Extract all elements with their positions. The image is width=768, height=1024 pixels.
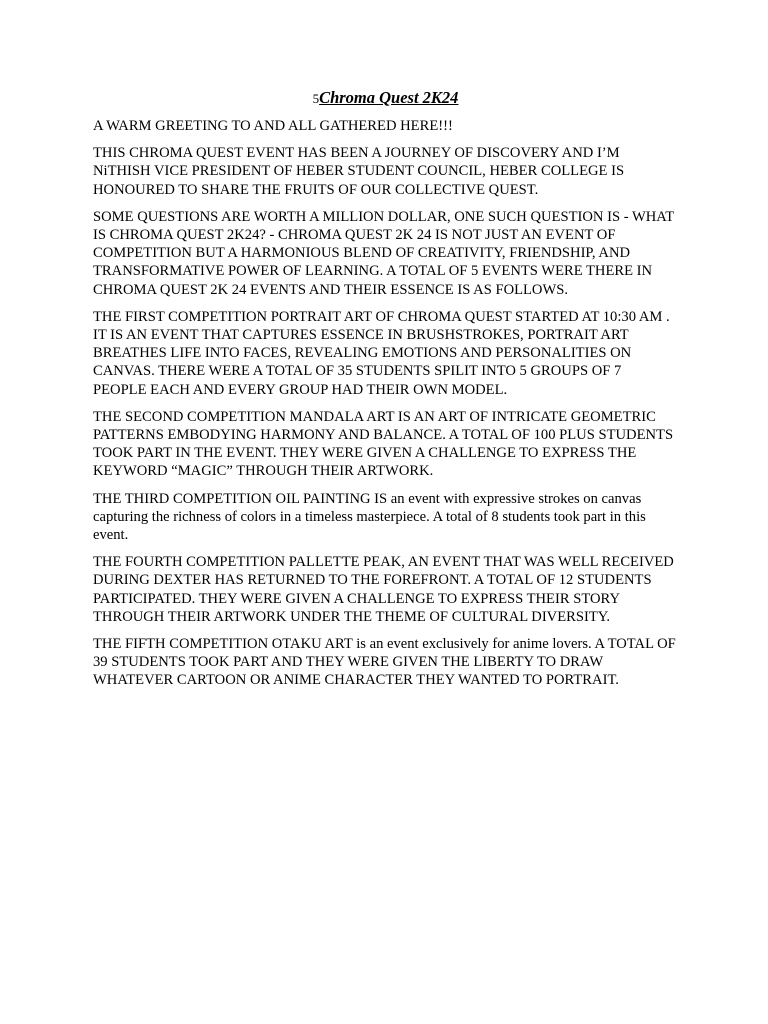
second-competition-paragraph: THE SECOND COMPETITION MANDALA ART IS AN ART OF INTRICATE GEOMETRIC PATTERNS EMBODYING HARMONY AND BALANCE. A TOTAL OF 100 PLUS STUDENTS TOOK PART IN THE EVENT. THEY WERE GIVEN A CHALLENGE TO EXPRESS THE KEYWORD “MAGIC” THROUGH THEIR ARTWORK.: [93, 408, 674, 480]
fourth-competition-paragraph: THE FOURTH COMPETITION PALLETTE PEAK, AN EVENT THAT WAS WELL RECEIVED DURING DEXTER HAS RETURNED TO THE FOREFRONT. A TOTAL OF 12 STUDENTS PARTICIPATED. THEY WERE GIVEN A CHALLENGE TO EXPRESS THEIR STORY THROUGH THEIR ARTWORK UNDER THE THEME OF CULTURAL DIVERSITY.: [93, 554, 674, 625]
title-number: 5: [312, 91, 320, 106]
intro-paragraph: THIS CHROMA QUEST EVENT HAS BEEN A JOURNEY OF DISCOVERY AND I’M NiTHISH VICE PRESIDENT OF HEBER STUDENT COUNCIL, HEBER COLLEGE IS HONOURED TO SHARE THE FRUITS OF OUR COLLECTIVE QUEST.: [93, 145, 625, 198]
title-text: Chroma Quest 2K24: [319, 88, 459, 107]
fifth-competition-paragraph: THE FIFTH COMPETITION OTAKU ART is an event exclusively for anime lovers. A TOTAL OF 39 STUDENTS TOOK PART AND THEY WERE GIVEN THE LIBERTY TO DRAW WHATEVER CARTOON OR ANIME CHARACTER THEY WANTED TO PORTRAIT.: [93, 636, 676, 689]
question-paragraph: SOME QUESTIONS ARE WORTH A MILLION DOLLAR, ONE SUCH QUESTION IS - WHAT IS CHROMA QUEST 2K24? - CHROMA QUEST 2K 24 IS NOT JUST AN EVENT OF COMPETITION BUT A HARMONIOUS BLEND OF CREATIVITY, FRIENDSHIP, AND TRANSFORMATIVE POWER OF LEARNING. A TOTAL OF 5 EVENTS WERE THERE IN CHROMA QUEST 2K 24 EVENTS AND THEIR ESSENCE IS AS FOLLOWS.: [93, 208, 674, 298]
document-page: [93, 87, 678, 699]
third-competition-paragraph: THE THIRD COMPETITION OIL PAINTING IS an event with expressive strokes on canvas capturing the richness of colors in a timeless masterpiece. A total of 8 students took part in this event.: [93, 490, 646, 544]
greeting-paragraph: A WARM GREETING TO AND ALL GATHERED HERE!!!: [93, 118, 453, 134]
document-title: [93, 87, 678, 110]
first-competition-paragraph: THE FIRST COMPETITION PORTRAIT ART OF CHROMA QUEST STARTED AT 10:30 AM . IT IS AN EVENT THAT CAPTURES ESSENCE IN BRUSHSTROKES, PORTRAIT ART BREATHES LIFE INTO FACES, REVEALING EMOTIONS AND PERSONALITIES ON CANVAS. THERE WERE A TOTAL OF 35 STUDENTS SPILIT INTO 5 GROUPS OF 7 PEOPLE EACH AND EVERY GROUP HAD THEIR OWN MODEL.: [93, 308, 670, 398]
